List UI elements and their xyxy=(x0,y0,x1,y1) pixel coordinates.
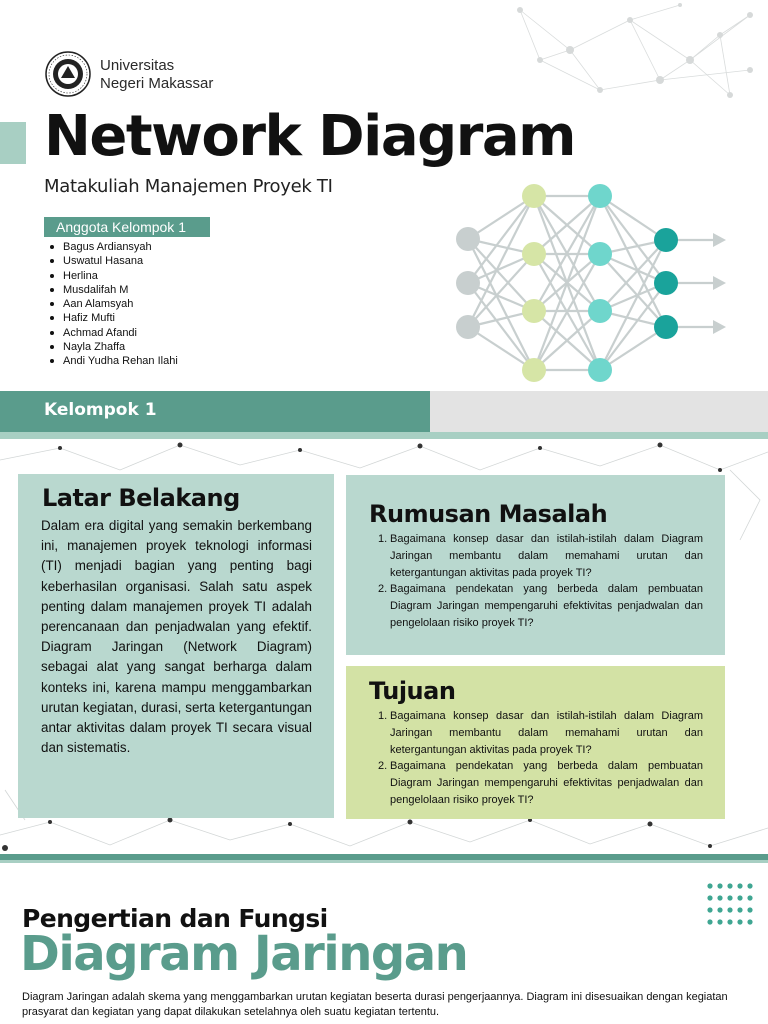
latar-belakang-body: Dalam era digital yang semakin berkembang ini, manajemen proyek teknologi informasi (TI) menjadi bagian yang penting bagi keberhasilan organisasi. Salah satu aspek penting dalam manajemen proyek TI adalah perencanaan dan penjadwalan yang efektif. Diagram Jaringan (Network Diagram) sebagai alat yang sangat berharga dalam konteks ini, karena mampu menggambarkan urutan kegiatan, durasi, serta ketergantungan antar aktivitas dalam proyek TI secara visual dan sistematis. xyxy=(41,518,312,756)
section-heading-small: Pengertian dan Fungsi xyxy=(22,904,328,933)
definition-text: Diagram Jaringan adalah skema yang menggambarkan urutan kegiatan beserta durasi pengerjaannya. Diagram ini disesuaikan dengan kegiatan prasyarat dan kegiatan yang dapat dilakukan setelahnya oleh suatu kegiatan tertentu. xyxy=(22,991,728,1018)
member-item: Achmad Afandi xyxy=(50,326,178,340)
decorative-network-pattern xyxy=(430,0,768,110)
side-accent-tab xyxy=(0,122,26,164)
section-band-light xyxy=(430,391,768,432)
dot-grid-decoration xyxy=(706,882,758,934)
university-name-line2: Negeri Makassar xyxy=(100,75,214,92)
university-name xyxy=(100,57,213,93)
group-label: Kelompok 1 xyxy=(44,400,157,420)
list-item-number: 2. xyxy=(378,760,388,773)
list-item-text: Bagaimana konsep dasar dan istilah-istilah dalam Diagram Jaringan membantu dalam memahami urutan dan ketergantungan aktivitas pada proyek TI? xyxy=(390,710,703,756)
list-item xyxy=(370,581,703,631)
member-item: Musdalifah M xyxy=(50,283,178,297)
rumusan-masalah-title: Rumusan Masalah xyxy=(369,500,608,528)
page-subtitle: Matakuliah Manajemen Proyek TI xyxy=(44,176,333,197)
rumusan-masalah-list xyxy=(370,531,703,632)
list-item-number: 1. xyxy=(378,710,388,722)
list-item xyxy=(370,758,703,808)
member-item: Uswatul Hasana xyxy=(50,254,178,268)
latar-belakang-title: Latar Belakang xyxy=(42,484,240,512)
member-item: Bagus Ardiansyah xyxy=(50,240,178,254)
list-item-text: Bagaimana pendekatan yang berbeda dalam pembuatan Diagram Jaringan mempengaruhi efektivitas penjadwalan dan pengelolaan risiko proyek TI? xyxy=(390,583,703,629)
tujuan-title: Tujuan xyxy=(369,677,456,705)
university-logo xyxy=(44,50,92,98)
member-item: Andi Yudha Rehan Ilahi xyxy=(50,354,178,368)
section-heading-large: Diagram Jaringan xyxy=(20,926,468,982)
network-illustration xyxy=(445,180,735,390)
list-item-number: 1. xyxy=(378,533,388,545)
members-list xyxy=(50,240,178,369)
tujuan-list xyxy=(370,708,703,809)
member-item: Aan Alamsyah xyxy=(50,297,178,311)
section-band-underline xyxy=(0,432,768,439)
member-item: Herlina xyxy=(50,269,178,283)
arrow-right-icon xyxy=(713,233,726,334)
member-item: Hafiz Mufti xyxy=(50,311,178,325)
list-item-text: Bagaimana konsep dasar dan istilah-istilah dalam Diagram Jaringan membantu dalam memahami urutan dan ketergantungan aktivitas pada proyek TI? xyxy=(390,533,703,579)
university-name-line1: Universitas xyxy=(100,57,175,74)
university-seal-icon xyxy=(44,50,92,98)
list-item xyxy=(370,708,703,758)
list-item-text: Bagaimana pendekatan yang berbeda dalam pembuatan Diagram Jaringan mempengaruhi efektivitas penjadwalan dan pengelolaan risiko proyek TI? xyxy=(390,760,703,806)
members-badge: Anggota Kelompok 1 xyxy=(44,217,210,237)
member-item: Nayla Zhaffa xyxy=(50,340,178,354)
list-item xyxy=(370,531,703,581)
list-item-number: 2. xyxy=(378,583,388,596)
page-title: Network Diagram xyxy=(44,104,575,169)
bottom-divider-light xyxy=(0,860,768,863)
